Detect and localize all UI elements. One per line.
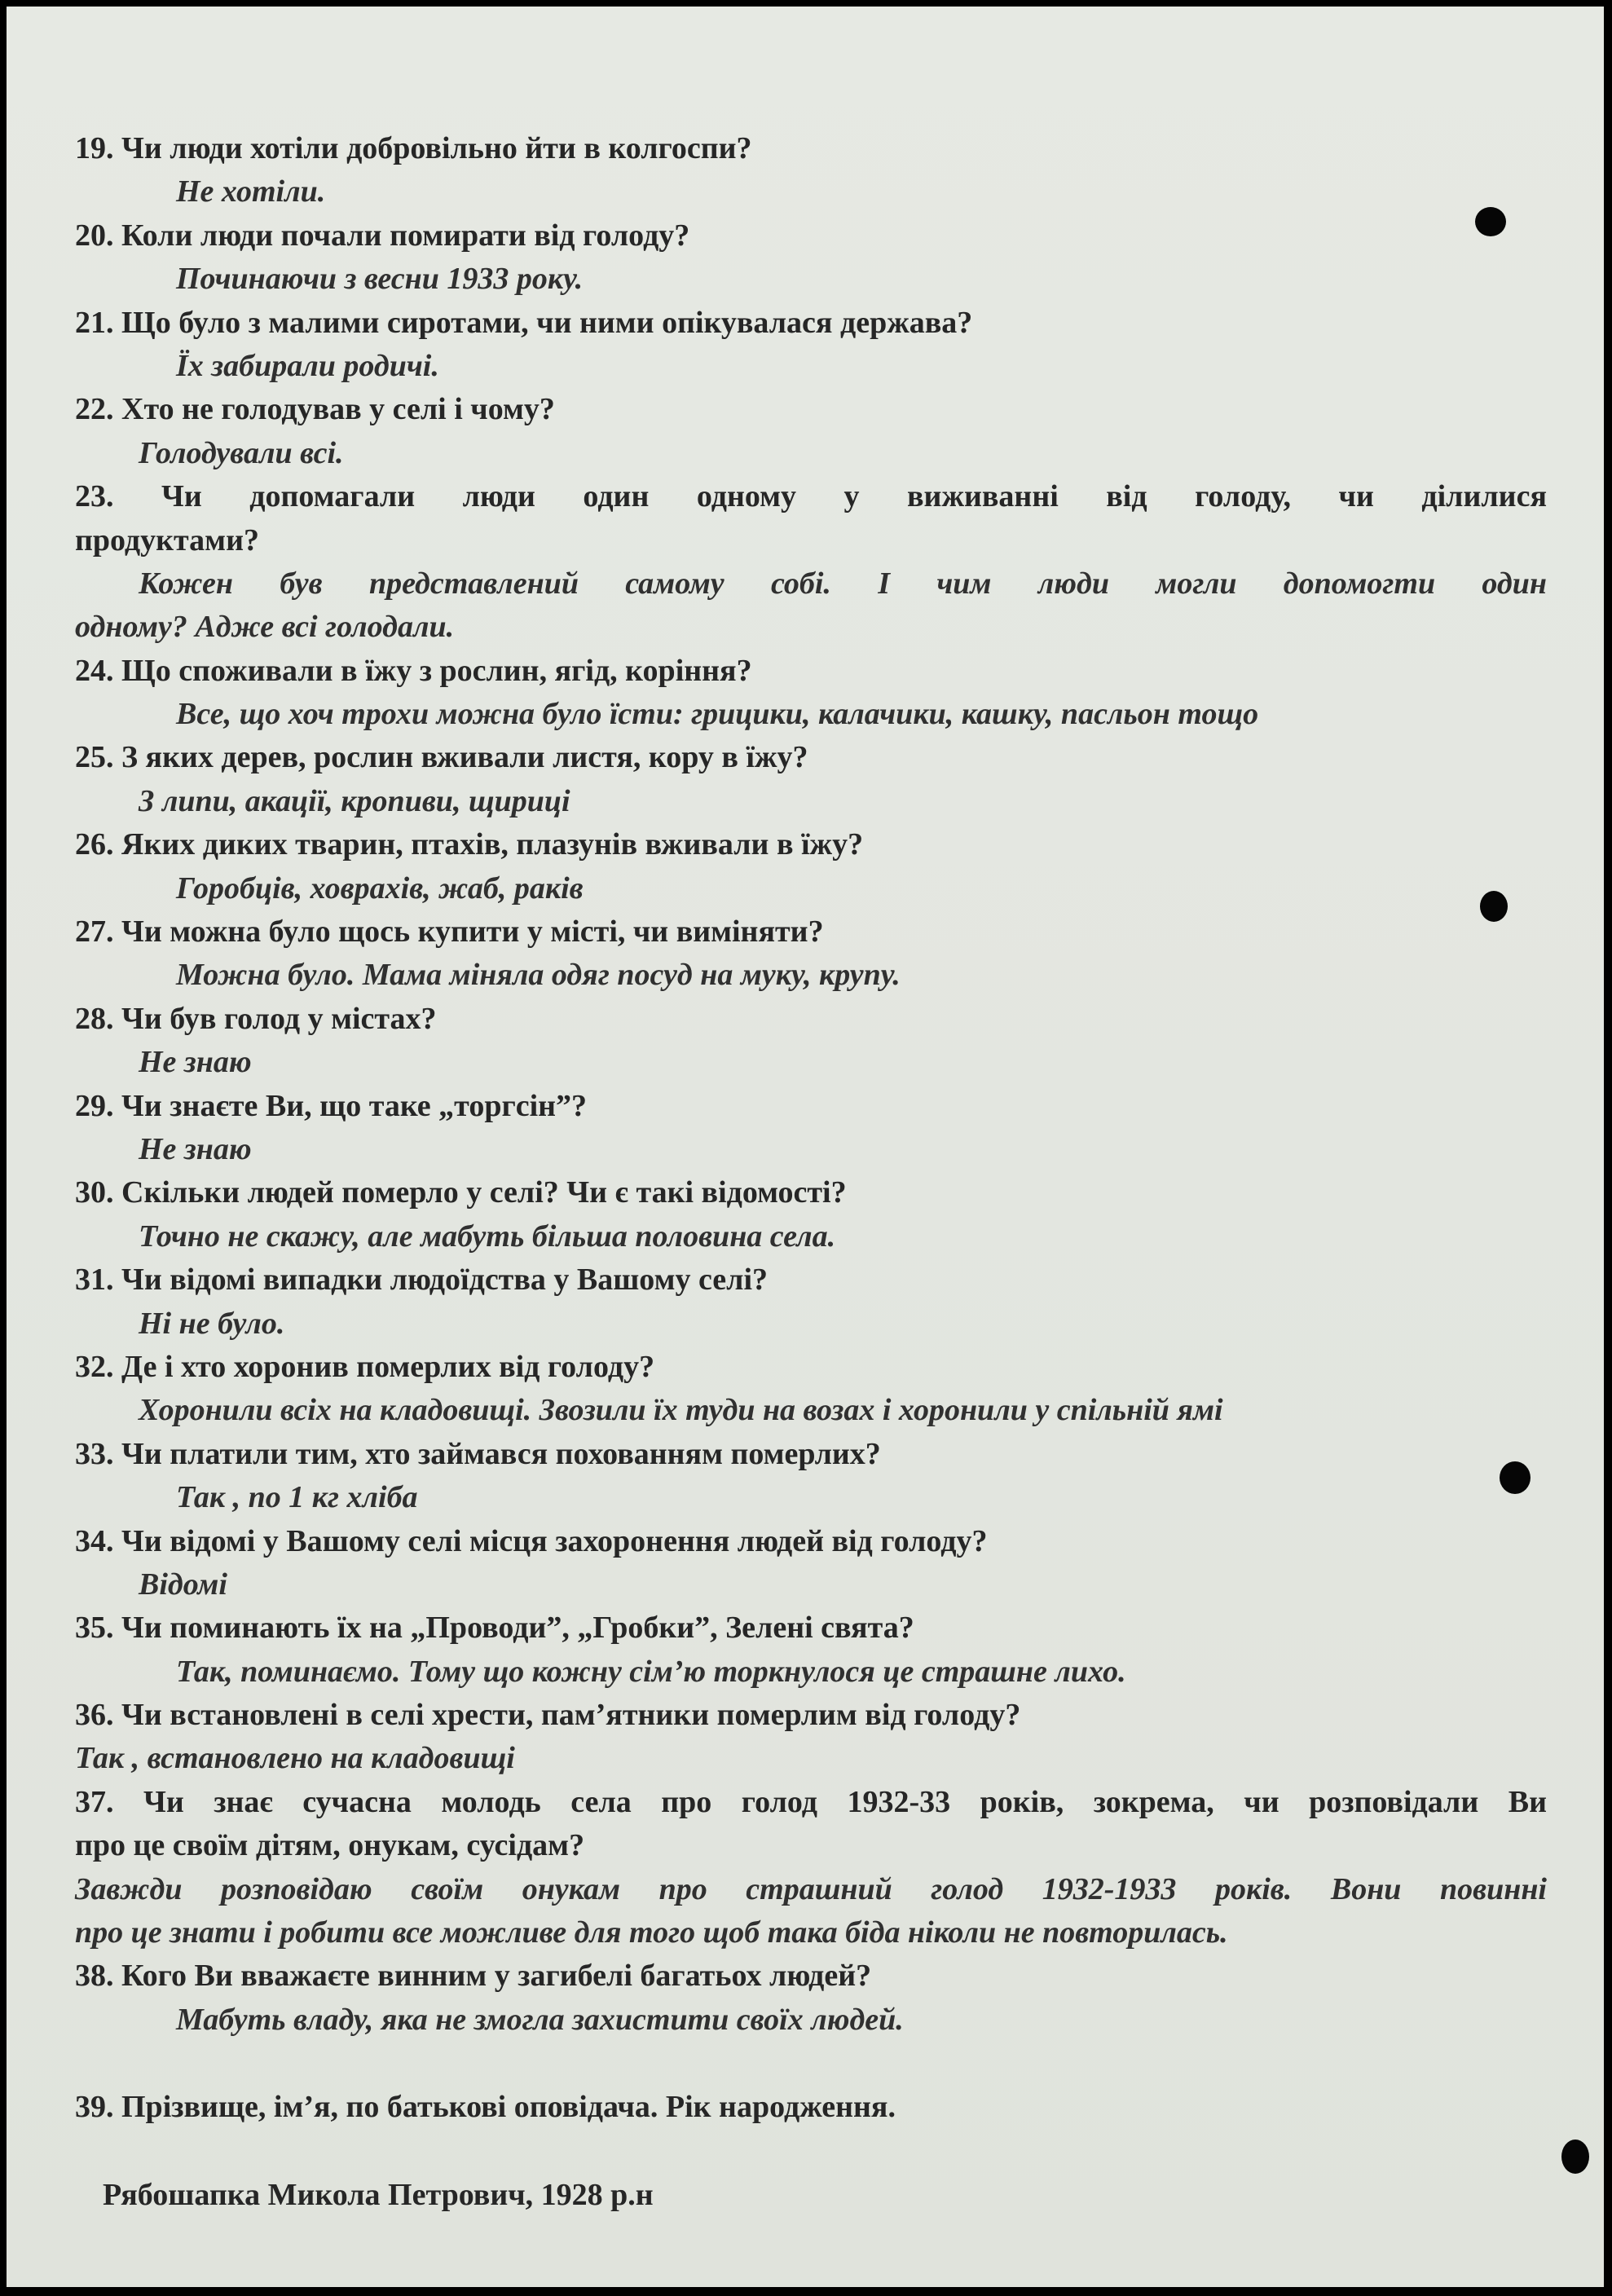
answer-35: Так, поминаємо. Тому що кожну сім’ю торкнулося це страшне лихо. — [176, 1654, 1126, 1689]
question-20: 20. Коли люди почали помирати від голоду? — [75, 218, 690, 253]
question-19: 19. Чи люди хотіли добровільно йти в колгоспи? — [75, 131, 752, 165]
spacer — [75, 2042, 1547, 2086]
answer-24: Все, що хоч трохи можна було їсти: грицики, калачики, кашку, пасльон тощо — [176, 697, 1259, 732]
question-39: 39. Прізвище, ім’я, по батькові оповідача. Рік народження. — [75, 2090, 896, 2125]
answer-38: Мабуть владу, яка не змогла захистити своїх людей. — [176, 2002, 904, 2037]
question-38: 38. Кого Ви вважаєте винним у загибелі багатьох людей? — [75, 1959, 872, 1994]
question-32: 32. Де і хто хоронив померлих від голоду? — [75, 1349, 655, 1384]
answer-30: Точно не скажу, але мабуть більша половина села. — [139, 1219, 836, 1254]
question-23: 23. Чи допомагали люди один одному у виживанні від голоду, чи ділилися — [75, 479, 1547, 514]
answer-27: Можна було. Мама міняла одяг посуд на муку, крупу. — [176, 958, 901, 993]
punch-hole — [1561, 2140, 1589, 2174]
answer-32: Хоронили всіх на кладовищі. Звозили їх туди на возах і хоронили у спільній ямі — [139, 1393, 1223, 1428]
answer-33: Так , по 1 кг хліба — [176, 1480, 418, 1515]
question-37-cont: про це своїм дітям, онукам, сусідам? — [75, 1828, 585, 1863]
answer-23: Кожен був представлений самому собі. І чим люди могли допомогти один — [139, 566, 1547, 601]
question-34: 34. Чи відомі у Вашому селі місця захоронення людей від голоду? — [75, 1523, 988, 1558]
question-36: 36. Чи встановлені в селі хрести, пам’ятники померлим від голоду? — [75, 1698, 1021, 1733]
document-page — [7, 7, 1604, 2287]
question-37: 37. Чи знає сучасна молодь села про голод 1932-33 років, зокрема, чи розповідали Ви — [75, 1784, 1547, 1819]
question-21: 21. Що було з малими сиротами, чи ними опікувалася держава? — [75, 305, 973, 340]
question-31: 31. Чи відомі випадки людоїдства у Вашому селі? — [75, 1263, 769, 1298]
question-33: 33. Чи платили тим, хто займався похованням померлих? — [75, 1436, 881, 1471]
question-25: 25. З яких дерев, рослин вживали листя, кору в їжу? — [75, 740, 808, 775]
question-24: 24. Що споживали в їжу з рослин, ягід, коріння? — [75, 653, 752, 688]
answer-34: Відомі — [139, 1567, 227, 1602]
question-27: 27. Чи можна було щось купити у місті, чи виміняти? — [75, 914, 824, 950]
answer-29: Не знаю — [139, 1131, 252, 1166]
answer-36: Так , встановлено на кладовищі — [75, 1741, 515, 1776]
answer-26: Горобців, ховрахів, жаб, раків — [176, 870, 584, 906]
answer-22: Голодували всі. — [139, 435, 344, 470]
answer-23-cont: одному? Адже всі голодали. — [75, 610, 455, 645]
answer-28: Не знаю — [139, 1045, 252, 1080]
answer-37: Завжди розповідаю своїм онукам про страшний голод 1932-1933 років. Вони повинні — [75, 1871, 1547, 1906]
answer-21: Їх забирали родичі. — [176, 348, 439, 383]
spacer — [75, 2130, 1547, 2174]
question-29: 29. Чи знаєте Ви, що таке „торгсін”? — [75, 1088, 588, 1123]
answer-31: Ні не було. — [139, 1306, 285, 1341]
question-26: 26. Яких диких тварин, птахів, плазунів вживали в їжу? — [75, 827, 864, 862]
question-30: 30. Скільки людей померло у селі? Чи є такі відомості? — [75, 1175, 847, 1210]
narrator-name: Рябошапка Микола Петрович, 1928 р.н — [103, 2177, 654, 2212]
question-28: 28. Чи був голод у містах? — [75, 1001, 437, 1036]
answer-25: З липи, акації, кропиви, щириці — [139, 783, 570, 818]
answer-19: Не хотіли. — [176, 174, 326, 209]
questionnaire — [75, 127, 1547, 2217]
answer-20: Починаючи з весни 1933 року. — [176, 262, 584, 297]
answer-37-cont: про це знати і робити все можливе для того щоб така біда ніколи не повторилась. — [75, 1915, 1228, 1950]
question-22: 22. Хто не голодував у селі і чому? — [75, 392, 555, 427]
question-35: 35. Чи поминають їх на „Проводи”, „Гробки”, Зелені свята? — [75, 1611, 914, 1646]
question-23-cont: продуктами? — [75, 522, 259, 557]
